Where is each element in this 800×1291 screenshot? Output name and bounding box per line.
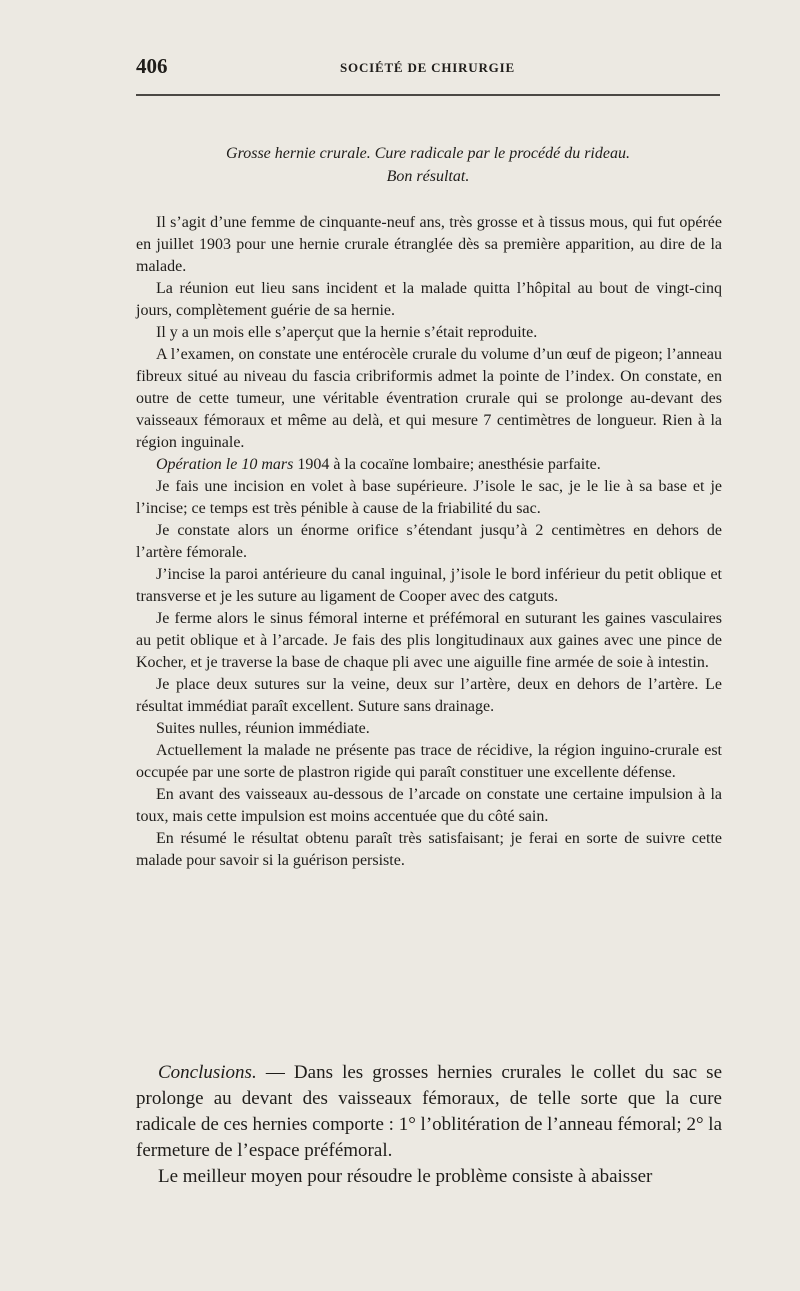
paragraph-6: Je fais une incision en volet à base supérieure. J’isole le sac, je le lie à sa base et je l’incise; ce temps est très pénible à cause de la friabilité du sac. bbox=[136, 478, 722, 517]
page-number: 406 bbox=[136, 54, 168, 78]
operation-details: 1904 à la cocaïne lombaire; anesthésie parfaite. bbox=[293, 456, 601, 473]
conclusions-paragraph bbox=[136, 1060, 722, 1164]
paragraph-5-operation bbox=[136, 454, 722, 476]
paragraph-3: Il y a un mois elle s’aperçut que la hernie s’était reproduite. bbox=[156, 324, 538, 341]
conclusions-text: — Dans les grosses hernies crurales le collet du sac se prolonge au devant des vaisseaux fémoraux, de telle sorte que la cure radicale de ces hernies comporte : 1° l’oblitération de l’anneau fémoral; 2° la fermeture de l’espace préfémoral. bbox=[136, 1062, 723, 1161]
conclusions-last-line: Le meilleur moyen pour résoudre le problème consiste à abaisser bbox=[158, 1166, 653, 1187]
page-header bbox=[136, 54, 720, 86]
paragraph-7: Je constate alors un énorme orifice s’étendant jusqu’à 2 centimètres en dehors de l’artère fémorale. bbox=[136, 522, 722, 561]
conclusions-label: Conclusions. bbox=[158, 1062, 257, 1083]
paragraph-12: Actuellement la malade ne présente pas trace de récidive, la région inguino-crurale est occupée par une sorte de plastron rigide qui paraît constituer une excellente défense. bbox=[136, 742, 722, 781]
title-line-2: Bon résultat. bbox=[386, 168, 470, 185]
header-rule bbox=[136, 94, 720, 96]
conclusions-section bbox=[136, 1060, 722, 1190]
article-title bbox=[138, 142, 718, 188]
paragraph-13: En avant des vaisseaux au-dessous de l’arcade on constate une certaine impulsion à la toux, mais cette impulsion est moins accentuée que du côté sain. bbox=[136, 786, 722, 825]
paragraph-4: A l’examen, on constate une entérocèle crurale du volume d’un œuf de pigeon; l’anneau fibreux situé au niveau du fascia cribriformis admet la pointe de l’index. On constate, en outre de cette tumeur, une véritable éventration crurale qui se prolonge au-devant des vaisseaux fémoraux et même au delà, et qui mesure 7 centimètres de longueur. Rien à la région inguinale. bbox=[136, 346, 722, 451]
paragraph-9: Je ferme alors le sinus fémoral interne et préfémoral en suturant les gaines vasculaires au petit oblique et à l’arcade. Je fais des plis longitudinaux aux gaines avec une pince de Kocher, et je traverse la base de chaque pli avec une aiguille fine armée de soie à intestin. bbox=[136, 610, 722, 671]
paragraph-1: Il s’agit d’une femme de cinquante-neuf ans, très grosse et à tissus mous, qui fut opérée en juillet 1903 pour une hernie crurale étranglée dès sa première apparition, au dire de la malade. bbox=[136, 214, 722, 275]
running-head: SOCIÉTÉ DE CHIRURGIE bbox=[340, 60, 515, 75]
paragraph-14: En résumé le résultat obtenu paraît très satisfaisant; je ferai en sorte de suivre cette malade pour savoir si la guérison persiste. bbox=[136, 830, 722, 869]
title-line-1: Grosse hernie crurale. Cure radicale par le procédé du rideau. bbox=[226, 145, 630, 162]
case-report-body bbox=[136, 212, 722, 872]
operation-italic-label: Opération le 10 mars bbox=[156, 456, 294, 473]
paragraph-10: Je place deux sutures sur la veine, deux sur l’artère, deux en dehors de l’artère. Le résultat immédiat paraît excellent. Suture sans drainage. bbox=[136, 676, 722, 715]
paragraph-2: La réunion eut lieu sans incident et la malade quitta l’hôpital au bout de vingt-cinq jours, complètement guérie de sa hernie. bbox=[136, 280, 722, 319]
paragraph-11: Suites nulles, réunion immédiate. bbox=[156, 720, 370, 737]
paragraph-8: J’incise la paroi antérieure du canal inguinal, j’isole le bord inférieur du petit oblique et transverse et je les suture au ligament de Cooper avec des catguts. bbox=[136, 566, 722, 605]
